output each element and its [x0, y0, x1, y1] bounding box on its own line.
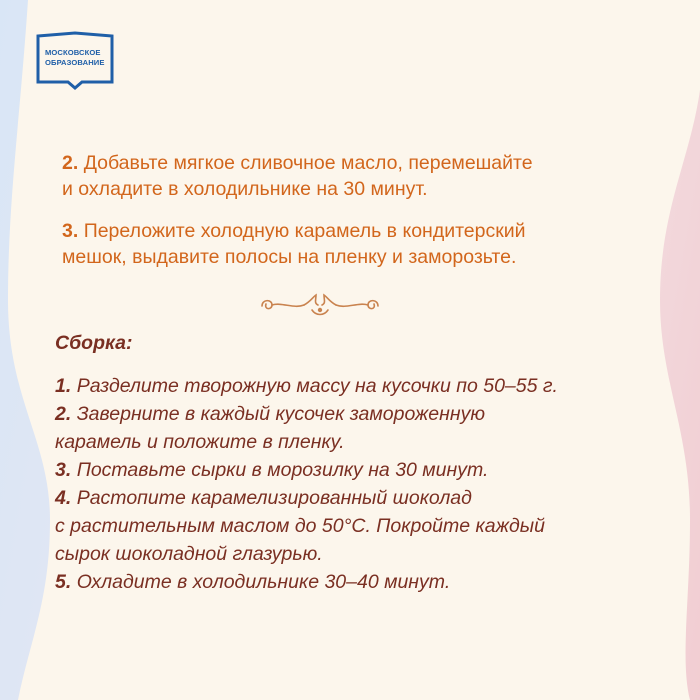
step-text: Добавьте мягкое сливочное масло, перемешайте: [83, 152, 533, 174]
logo-line-1: МОСКОВСКОЕ: [45, 48, 101, 57]
step-text-cont: мешок, выдавите полосы на пленку и заморозьте.: [62, 246, 517, 268]
moscow-education-logo: [32, 30, 118, 92]
section-title-assembly: Сборка:: [55, 332, 133, 354]
step-text: Переложите холодную карамель в кондитерский: [83, 220, 526, 242]
step-number: 2.: [62, 152, 79, 174]
logo-line-2: ОБРАЗОВАНИЕ: [45, 58, 105, 67]
assembly-item-5: 5. Охладите в холодильнике 30–40 минут.: [55, 571, 451, 593]
step-text-cont: и охладите в холодильнике на 30 минут.: [62, 178, 428, 200]
assembly-item-2: 2. Заверните в каждый кусочек замороженную карамель и положите в пленку.: [55, 403, 486, 453]
assembly-item-1: 1. Разделите творожную массу на кусочки по 50–55 г.: [55, 375, 558, 397]
assembly-item-4: 4. Растопите карамелизированный шоколад с растительным маслом до 50°C. Покройте каждый сырок шоколадной глазурью.: [55, 487, 545, 565]
decorative-divider-ornament: [258, 290, 382, 318]
assembly-steps: [55, 372, 675, 596]
assembly-item-3: 3. Поставьте сырки в морозилку на 30 минут.: [55, 459, 489, 481]
step-3: [62, 218, 682, 270]
step-number: 3.: [62, 220, 79, 242]
step-2: [62, 150, 682, 202]
